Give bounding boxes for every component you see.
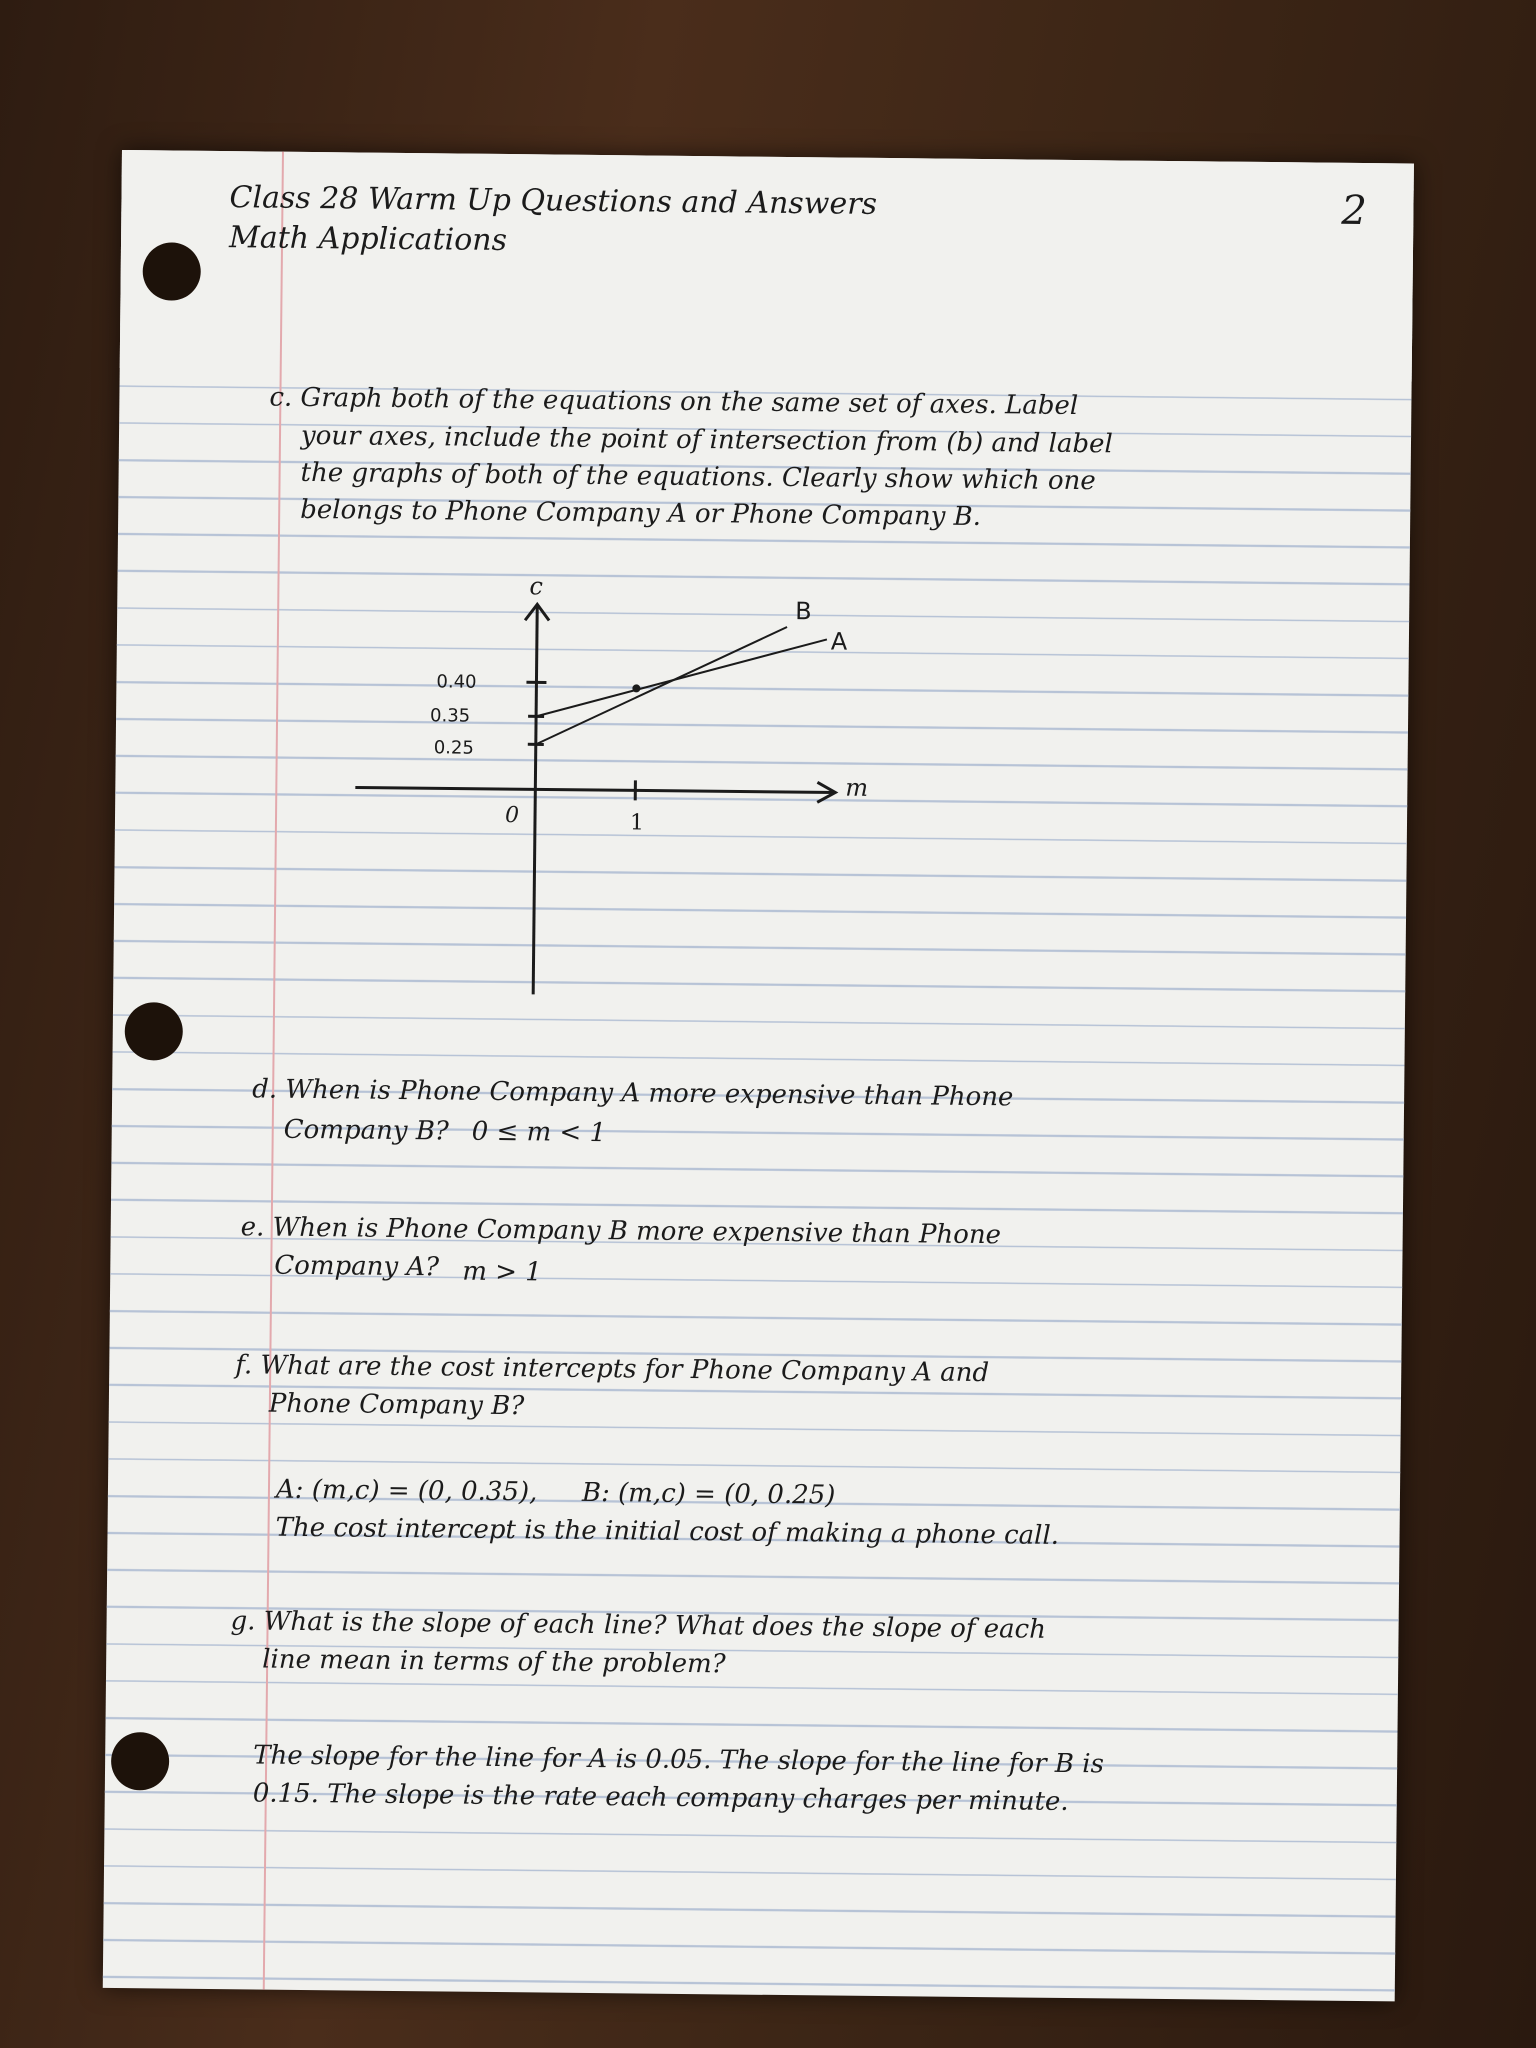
question-e-answer: m > 1	[462, 1256, 542, 1288]
y-axis	[533, 604, 537, 994]
line-label-a: A	[830, 627, 848, 656]
x-tick-label-1: 1	[629, 810, 645, 836]
page-number: 2	[1341, 187, 1368, 235]
x-axis	[355, 787, 835, 792]
cost-graph	[429, 572, 967, 998]
origin-label: 0	[504, 803, 520, 829]
question-f-explanation: The cost intercept is the initial cost of making a phone call.	[275, 1512, 1060, 1551]
line-a	[536, 636, 827, 719]
punch-hole-middle	[124, 1002, 183, 1061]
question-g-answer-line-2: 0.15. The slope is the rate each company charges per minute.	[252, 1778, 1069, 1818]
course-name: Math Applications	[228, 220, 508, 259]
line-label-b: B	[795, 597, 812, 626]
y-tick-label-0.25: 0.25	[433, 737, 474, 759]
x-axis-label: m	[845, 773, 869, 802]
question-c-line-2: your axes, include the point of intersection from (b) and label	[300, 420, 1113, 460]
line-b	[536, 624, 787, 747]
y-axis-label: c	[529, 572, 544, 601]
question-d-line-1: d. When is Phone Company A more expensive than Phone	[252, 1074, 1014, 1113]
question-f-line-2: Phone Company B?	[268, 1388, 525, 1422]
punch-hole-bottom	[111, 1732, 170, 1791]
question-c-line-3: the graphs of both of the equations. Clearly show which one	[300, 457, 1096, 497]
notebook-page	[103, 150, 1414, 2001]
y-tick-label-0.40: 0.40	[436, 671, 477, 693]
question-g-answer-line-1: The slope for the line for A is 0.05. The slope for the line for B is	[253, 1740, 1105, 1780]
question-f-answer-b: B: (m,c) = (0, 0.25)	[581, 1477, 836, 1511]
punch-hole-top	[142, 242, 201, 301]
question-f-line-1: f. What are the cost intercepts for Phone Company A and	[235, 1350, 990, 1389]
question-e-line-2: Company A?	[274, 1250, 440, 1283]
question-g-line-2: line mean in terms of the problem?	[262, 1644, 726, 1680]
y-tick-label-0.35: 0.35	[429, 705, 471, 727]
question-c-line-1: c. Graph both of the equations on the same set of axes. Label	[269, 382, 1079, 422]
question-e-line-1: e. When is Phone Company B more expensive than Phone	[240, 1212, 1002, 1251]
question-d-answer: 0 ≤ m < 1	[471, 1116, 607, 1149]
page-title: Class 28 Warm Up Questions and Answers	[229, 180, 878, 222]
question-d-line-2: Company B?	[283, 1114, 449, 1147]
question-f-answer-a: A: (m,c) = (0, 0.35),	[275, 1474, 538, 1508]
question-c-line-4: belongs to Phone Company A or Phone Company B.	[300, 494, 982, 533]
question-g-line-1: g. What is the slope of each line? What does the slope of each	[230, 1606, 1047, 1645]
